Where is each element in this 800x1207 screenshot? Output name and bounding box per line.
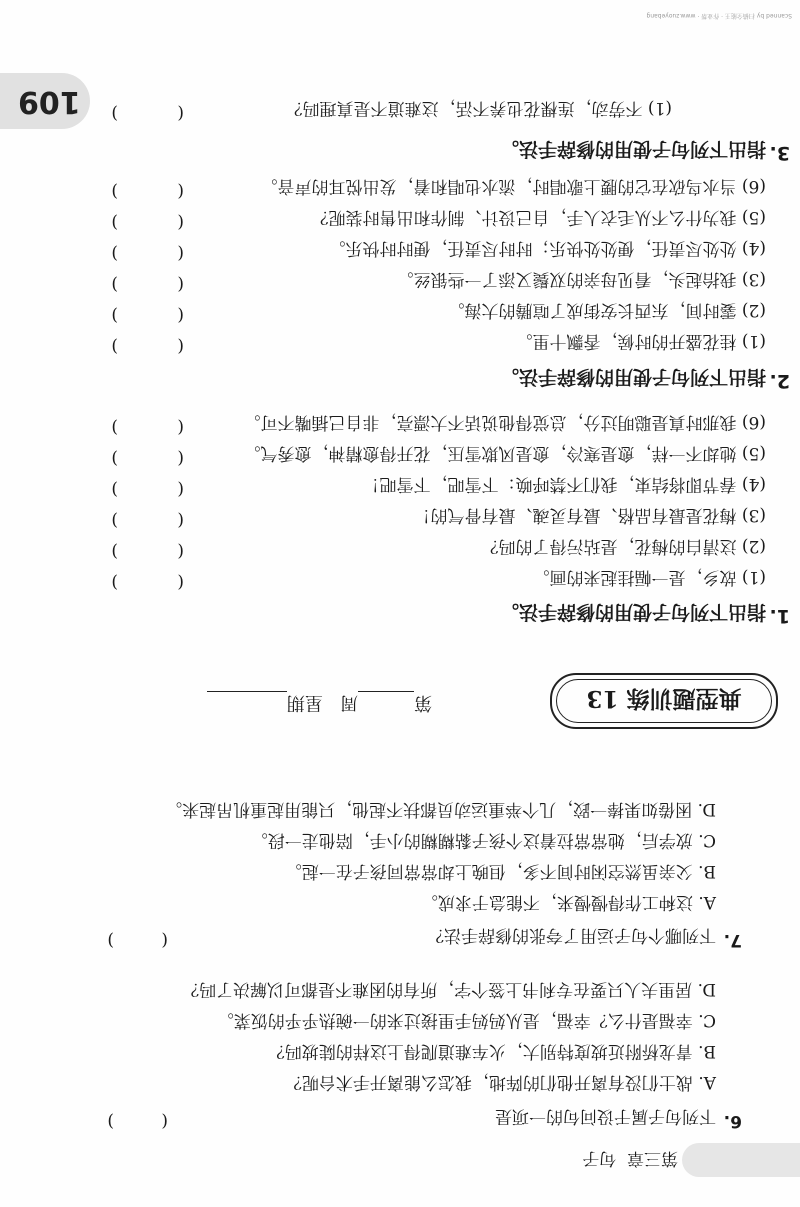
title-badge-text: 典型题训练 13 xyxy=(556,679,772,723)
s1-item-6: (6) 我那时真是聪明过分，总觉得他说话不大漂亮，非自己插嘴不可。 xyxy=(243,412,766,432)
week-line xyxy=(207,691,432,717)
section-1-number: 1. xyxy=(769,605,790,627)
s1-item-1: (1) 故乡，是一幅挂起来的画。 xyxy=(532,567,766,587)
section-3-title: 指出下列句子使用的修辞手法。 xyxy=(499,138,766,160)
week-di: 第 xyxy=(414,692,432,713)
s1-item-3-paren-close: ) xyxy=(111,510,118,530)
s2-item-2-paren-close: ) xyxy=(111,305,118,325)
q7-paren-close: ) xyxy=(107,930,114,950)
s1-item-3-paren-open: ( xyxy=(177,510,184,530)
s2-item-4: (4) 处处尽责任，便处处快乐；时时尽责任，便时时快乐。 xyxy=(328,238,766,258)
s2-item-1-paren-close: ) xyxy=(111,336,118,356)
page-number: 109 xyxy=(18,84,81,119)
chapter-header-bar xyxy=(682,1143,800,1177)
chapter-topic: 句子 xyxy=(582,1148,617,1168)
title-badge xyxy=(550,673,778,729)
s2-item-3-paren-open: ( xyxy=(177,274,184,294)
s2-item-4-paren-close: ) xyxy=(111,243,118,263)
q6-option-d: D. 居里夫人只要在专利书上签个字，所有的困难不是都可以解决了吗？ xyxy=(182,979,716,999)
s1-item-1-paren-close: ) xyxy=(111,572,118,592)
s2-item-3-paren-close: ) xyxy=(111,274,118,294)
week-zhou: 周 xyxy=(340,692,358,713)
s3-item-1: (1) 不劳动，连棵花也养不活，这难道不是真理吗？ xyxy=(285,98,672,118)
chapter-header xyxy=(582,1148,678,1173)
scan-watermark: Scanned by 扫描全能王 · 作业帮 · www.zuoyebang xyxy=(646,12,792,19)
s2-item-6: (6) 当水鸟砍在它的腰上歌唱时，流水也唱和着，发出悦耳的声音。 xyxy=(260,176,766,196)
q6-option-a: A. 战士们没有离开他们的阵地，我怎么能离开手术台呢？ xyxy=(284,1072,716,1092)
q6-paren-close: ) xyxy=(107,1111,114,1131)
s2-item-1-paren-open: ( xyxy=(177,336,184,356)
s1-item-5-paren-close: ) xyxy=(111,448,118,468)
q6-stem: 下列句子属于设问句的一项是 xyxy=(495,1106,716,1126)
chapter-label: 第三章 xyxy=(627,1148,678,1168)
s1-item-4: (4) 春节即将结束，我们不禁呼唤：下雪吧，下雪吧！ xyxy=(362,474,766,494)
q7-option-a: A. 这种工作得慢慢来，不能急于求成。 xyxy=(420,892,716,912)
s1-item-2: (2) 这清白的梅花，是玷污得了的吗？ xyxy=(481,536,766,556)
q6-option-c: C. 幸福是什么？幸福，是从妈妈手里接过来的一碗热乎乎的饭菜。 xyxy=(216,1010,716,1030)
section-3-number: 3. xyxy=(769,142,790,164)
q7-option-c: C. 放学后，她常常拉着这个孩子黏糊糊的小手，陪他走一段。 xyxy=(250,830,716,850)
s1-item-2-paren-open: ( xyxy=(177,541,184,561)
s1-item-5-paren-open: ( xyxy=(177,448,184,468)
s2-item-1: (1) 桂花盛开的时候，香飘十里。 xyxy=(515,331,766,351)
s2-item-5-paren-open: ( xyxy=(177,212,184,232)
section-2-number: 2. xyxy=(769,370,790,392)
s1-item-6-paren-open: ( xyxy=(177,417,184,437)
q7-paren-open: ( xyxy=(161,930,168,950)
s1-item-3: (3) 梅花是最有品格、最有灵魂、最有骨气的！ xyxy=(413,505,766,525)
q6-number: 6. xyxy=(723,1111,742,1131)
s1-item-4-paren-close: ) xyxy=(111,479,118,499)
q6-option-b: B. 青龙桥附近坡度特别大，火车难道爬得上这样的陡坡吗？ xyxy=(267,1041,716,1061)
s1-item-5: (5) 她却不一样，愈是寒冷，愈是风欺雪压，花开得愈精神，愈秀气。 xyxy=(243,443,766,463)
s2-item-2: (2) 霎时间，东西长安街成了喧腾的大海。 xyxy=(447,300,766,320)
s1-item-2-paren-close: ) xyxy=(111,541,118,561)
s1-item-1-paren-open: ( xyxy=(177,572,184,592)
s2-item-4-paren-open: ( xyxy=(177,243,184,263)
week-xingqi: 星期 xyxy=(286,692,323,713)
q7-option-d: D. 困倦如果捧一跤，几个举重运动员都扶不起他，只能用起重机吊起来。 xyxy=(165,799,716,819)
section-2-title: 指出下列句子使用的修辞手法。 xyxy=(499,366,766,388)
s2-item-5-paren-close: ) xyxy=(111,212,118,232)
section-1-title: 指出下列句子使用的修辞手法。 xyxy=(499,601,766,623)
q6-paren-open: ( xyxy=(161,1111,168,1131)
s2-item-6-paren-open: ( xyxy=(177,181,184,201)
s1-item-4-paren-open: ( xyxy=(177,479,184,499)
q7-option-b: B. 父亲虽然空闲时间不多，但晚上却常常同孩子在一起。 xyxy=(284,861,716,881)
s3-item-1-paren-close: ) xyxy=(111,103,118,123)
s3-item-1-paren-open: ( xyxy=(177,103,184,123)
s2-item-6-paren-close: ) xyxy=(111,181,118,201)
week-blank xyxy=(358,691,414,710)
weekday-blank xyxy=(207,691,287,710)
s1-item-6-paren-close: ) xyxy=(111,417,118,437)
s2-item-3: (3) 我抬起头，看见母亲的双鬓又添了一些银丝。 xyxy=(396,269,766,289)
q7-number: 7. xyxy=(723,930,742,950)
q7-stem: 下列哪个句子运用了夸张的修辞手法？ xyxy=(427,925,716,945)
s2-item-5: (5) 我为什么不从毛衣人手，自己设计、制作和出售时装呢？ xyxy=(311,207,766,227)
s2-item-2-paren-open: ( xyxy=(177,305,184,325)
